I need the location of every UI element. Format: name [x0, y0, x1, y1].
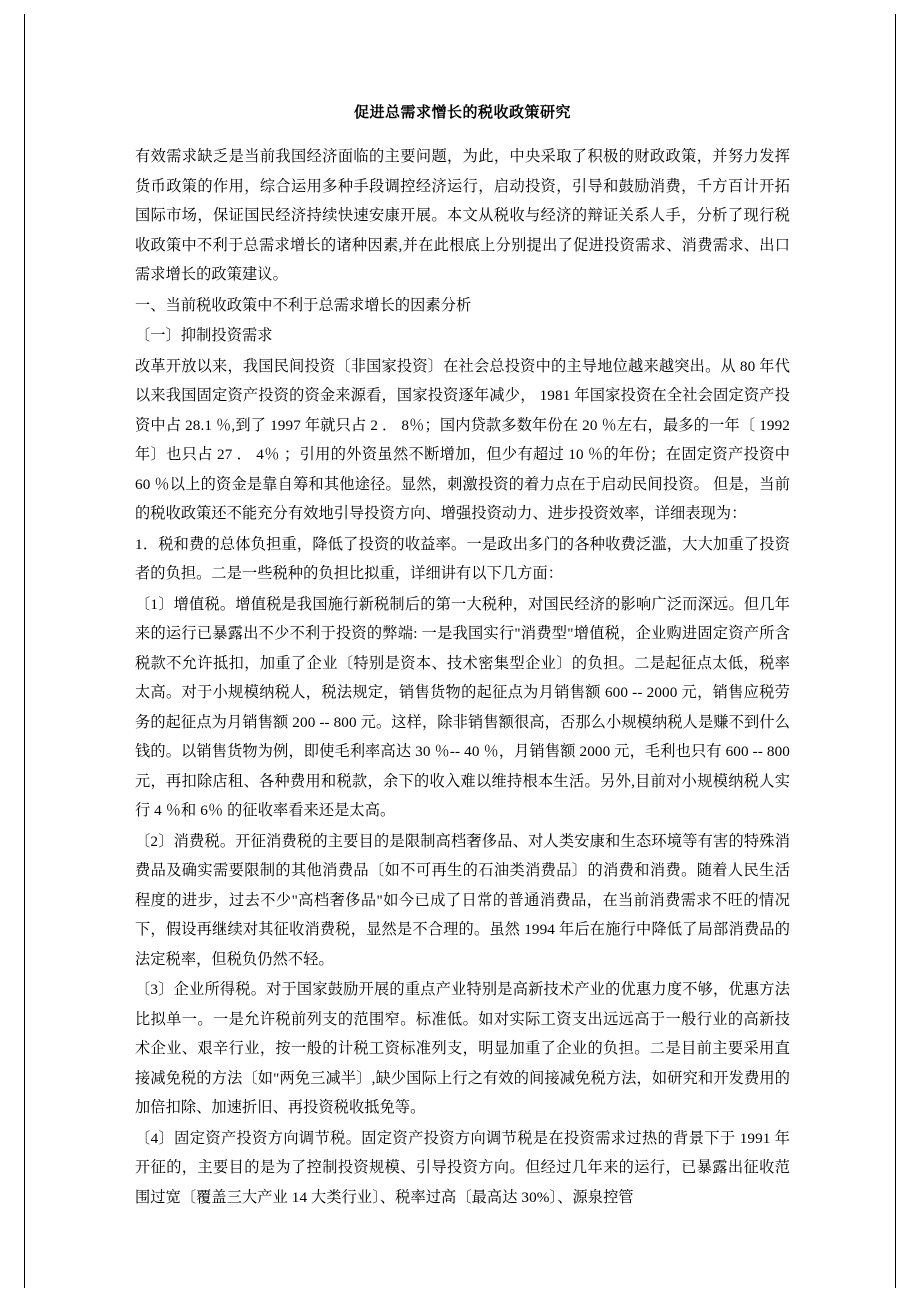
- document-content: [135, 100, 790, 1213]
- paragraph-6: 〔1〕增值税。增值税是我国施行新税制后的第一大税种，对国民经济的影响广泛而深远。但几年来的运行已暴露出不少不利于投资的弊端: 一是我国实行"消费型"增值税，企业购进固定资产所含税款不允许抵扣，加重了企业〔特别是资本、技术密集型企业〕的负担。二是起征点太低，税率太高。对于小规模纳税人，税法规定，销售货物的起征点为月销售额 600 -- 2000 元，销售应税劳务的起征点为月销售额 200 -- 800 元。这样，除非销售额很高，否那么小规模纳税人是赚不到什么钱的。以销售货物为例，即使毛利率高达 30 ％-- 40 ％，月销售额 2000 元，毛利也只有 600 -- 800 元，再扣除店租、各种费用和税款，余下的收入难以维持根本生活。另外,目前对小规模纳税人实行 4 ％和 6％ 的征收率看来还是太高。: [135, 595, 790, 819]
- paragraph-9: 〔4〕固定资产投资方向调节税。固定资产投资方向调节税是在投资需求过热的背景下于 1991 年开征的，主要目的是为了控制投资规模、引导投资方向。但经过几年来的运行，已暴露出征收范围过宽〔覆盖三大产业 14 大类行业〕、税率过高〔最高达 30%〕、源泉控管: [135, 1129, 790, 1206]
- paragraph-7: 〔2〕消费税。开征消费税的主要目的是限制高档奢侈品、对人类安康和生态环境等有害的特殊消费品及确实需要限制的其他消费品〔如不可再生的石油类消费品〕的消费和消费。随着人民生活程度的进步，过去不少"高档奢侈品"如今已成了日常的普通消费品，在当前消费需求不旺的情况下，假设再继续对其征收消费税，显然是不合理的。虽然 1994 年后在施行中降低了局部消费品的法定税率，但税负仍然不轻。: [135, 832, 790, 968]
- paragraph-3: 〔一〕抑制投资需求: [135, 327, 273, 344]
- paragraph-8: 〔3〕企业所得税。对于国家鼓励开展的重点产业特别是高新技术产业的优惠力度不够，优惠方法比拟单一。一是允许税前列支的范围窄。标准低。如对实际工资支出远远高于一般行业的高新技术企业、艰辛行业，按一般的计税工资标准列支，明显加重了企业的负担。二是目前主要采用直接减免税的方法〔如"两免三减半〕,缺少国际上行之有效的间接减免税方法，如研究和开发费用的加倍扣除、加速折旧、再投资税收抵免等。: [135, 981, 790, 1116]
- page-border-right: [895, 14, 896, 1288]
- paragraph-5: 1．税和费的总体负担重，降低了投资的收益率。一是政出多门的各种收费泛滥，大大加重了投资者的负担。二是一些税种的负担比拟重，详细讲有以下几方面：: [135, 535, 790, 582]
- paragraph-4: 改革开放以来，我国民间投资〔非国家投资〕在社会总投资中的主导地位越来越突出。从 80 年代以来我国固定资产投资的资金来源看，国家投资逐年减少， 1981 年国家投资在全社会固定资产投资中占 28.1 ％,到了 1997 年就只占 2 ． 8％；国内贷款多数年份在 20 ％左右，最多的一年〔 1992 年〕也只占 27 ． 4％ ；引用的外资虽然不断增加，但少有超过 10 ％的年份；在固定资产投资中 60 ％以上的资金是靠自筹和其他途径。显然，刺激投资的着力点在于启动民间投资。 但是，当前的税收政策还不能充分有效地引导投资方向、增强投资动力、进步投资效率，详细表现为：: [135, 357, 790, 522]
- paragraph-2: 一、当前税收政策中不利于总需求增长的因素分析: [135, 296, 472, 314]
- page-title: 促进总需求憎长的税收政策研究: [353, 105, 571, 121]
- page-border-left: [24, 14, 25, 1288]
- paragraph-1: 有效需求缺乏是当前我国经济面临的主要问题，为此，中央采取了积极的财政政策，并努力发挥货币政策的作用，综合运用多种手段调控经济运行，启动投资，引导和鼓励消费，千方百计开拓国际市场，保证国民经济持续快速安康开展。本文从税收与经济的辩证关系人手，分析了现行税收政策中不利于总需求增长的诸种因素,并在此根底上分别提出了促进投资需求、消费需求、出口需求增长的政策建议。: [135, 148, 790, 283]
